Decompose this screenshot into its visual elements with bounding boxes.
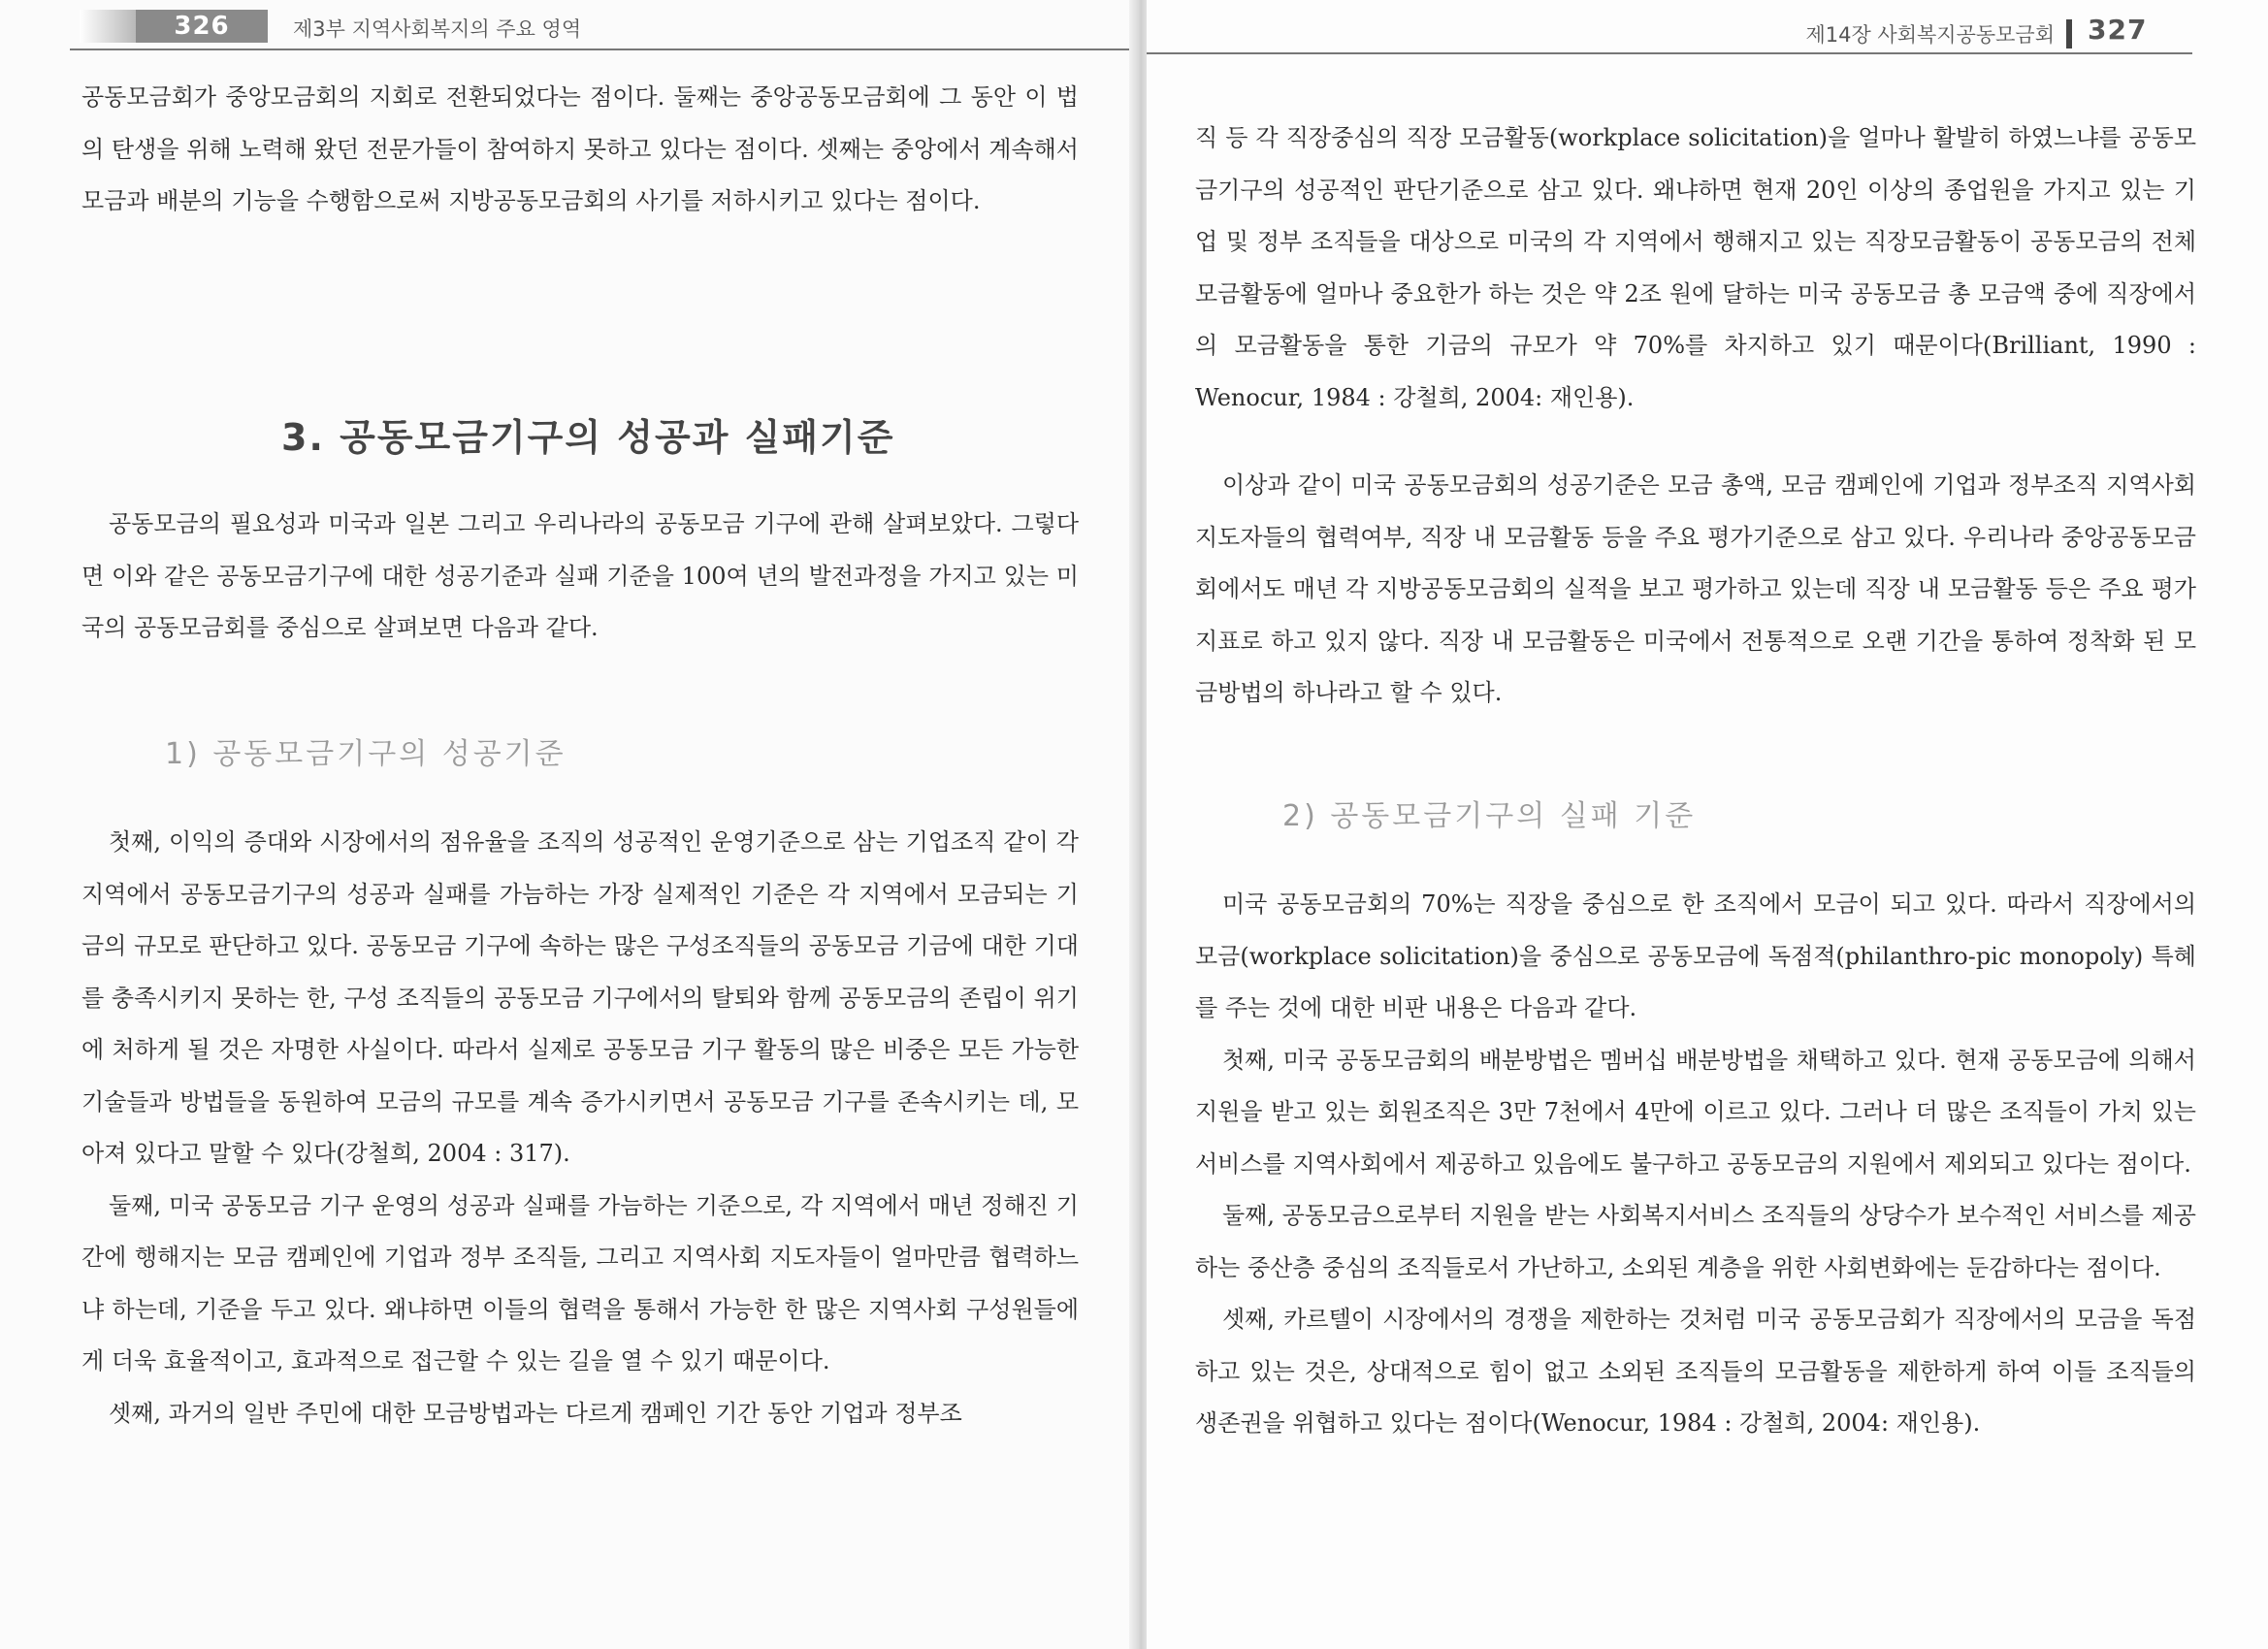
summary-block bbox=[1195, 460, 2196, 720]
header-divider-bar bbox=[2066, 19, 2072, 48]
subsection-heading-failure: 2) 공동모금기구의 실패 기준 bbox=[1282, 799, 1697, 833]
section-intro-paragraph: 공동모금의 필요성과 미국과 일본 그리고 우리나라의 공동모금 기구에 관해 살펴보았다. 그렇다면 이와 같은 공동모금기구에 대한 성공기준과 실패 기준을 100여 년의 발전과정을 가지고 있는 미국의 공동모금회를 중심으로 살펴보면 다음과 같다. bbox=[81, 510, 1079, 641]
failure-first-paragraph: 첫째, 미국 공동모금회의 배분방법은 멤버십 배분방법을 채택하고 있다. 현재 공동모금에 의해서 지원을 받고 있는 회원조직은 3만 7천에서 4만에 이르고 있다. 그러나 더 많은 조직들이 가치 있는 서비스를 지역사회에서 제공하고 있음에도 불구하고 공동모금의 지원에서 제외되고 있다는 점이다. bbox=[1195, 1046, 2196, 1178]
summary-paragraph: 이상과 같이 미국 공동모금회의 성공기준은 모금 총액, 모금 캠페인에 기업과 정부조직 지역사회 지도자들의 협력여부, 직장 내 모금활동 등을 주요 평가기준으로 삼고 있다. 우리나라 중앙공동모금회에서도 매년 각 지방공동모금회의 실적을 보고 평가하고 있는데 직장 내 모금활동 등은 주요 평가지표로 하고 있지 않다. 직장 내 모금활동은 미국에서 전통적으로 오랜 기간을 통하여 정착화 된 모금방법의 하나라고 할 수 있다. bbox=[1195, 471, 2196, 706]
success-third-paragraph: 셋째, 과거의 일반 주민에 대한 모금방법과는 다르게 캠페인 기간 동안 기업과 정부조 bbox=[109, 1399, 962, 1427]
failure-criteria-block bbox=[1195, 879, 2196, 1450]
right-page-number: 327 bbox=[2088, 14, 2148, 46]
failure-second-paragraph: 둘째, 공동모금으로부터 지원을 받는 사회복지서비스 조직들의 상당수가 보수적인 서비스를 제공하는 중산층 중심의 조직들로서 가난하고, 소외된 계층을 위한 사회변화에는 둔감하다는 점이다. bbox=[1195, 1202, 2196, 1281]
page-number-tab-fade bbox=[80, 10, 136, 43]
success-criteria-block bbox=[81, 817, 1079, 1439]
failure-intro-paragraph: 미국 공동모금회의 70%는 직장을 중심으로 한 조직에서 모금이 되고 있다. 따라서 직장에서의 모금(workplace solicitation)을 중심으로 공동모금에 독점적(philanthro-pic monopoly) 특혜를 주는 것에 대한 비판 내용은 다음과 같다. bbox=[1195, 890, 2196, 1021]
success-second-paragraph: 둘째, 미국 공동모금 기구 운영의 성공과 실패를 가늠하는 기준으로, 각 지역에서 매년 정해진 기간에 행해지는 모금 캠페인에 기업과 정부 조직들, 그리고 지역사회 지도자들이 얼마만큼 협력하느냐 하는데, 기준을 두고 있다. 왜냐하면 이들의 협력을 통해서 가능한 한 많은 지역사회 구성원들에게 더욱 효율적이고, 효과적으로 접근할 수 있는 길을 열 수 있기 때문이다. bbox=[81, 1191, 1079, 1374]
right-running-header: 제14장 사회복지공동모금회 bbox=[1805, 23, 2055, 47]
left-page-number: 326 bbox=[136, 10, 268, 43]
subsection-heading-success: 1) 공동모금기구의 성공기준 bbox=[165, 737, 567, 771]
section-heading: 3. 공동모금기구의 성공과 실패기준 bbox=[281, 416, 895, 459]
left-intro-paragraph: 공동모금회가 중앙모금회의 지회로 전환되었다는 점이다. 둘째는 중앙공동모금회에 그 동안 이 법의 탄생을 위해 노력해 왔던 전문가들이 참여하지 못하고 있다는 점이다. 셋째는 중앙에서 계속해서 모금과 배분의 기능을 수행함으로써 지방공동모금회의 사기를 저하시키고 있다는 점이다. bbox=[81, 83, 1079, 214]
left-intro-block bbox=[81, 72, 1079, 228]
right-continuation-block bbox=[1195, 113, 2196, 424]
section-intro-block bbox=[81, 499, 1079, 655]
right-continuation-paragraph: 직 등 각 직장중심의 직장 모금활동(workplace solicitation)을 얼마나 활발히 하였느냐를 공동모금기구의 성공적인 판단기준으로 삼고 있다. 왜냐하면 현재 20인 이상의 종업원을 가지고 있는 기업 및 정부 조직들을 대상으로 미국의 각 지역에서 행해지고 있는 직장모금활동이 공동모금의 전체 모금활동에 얼마나 중요한가 하는 것은 약 2조 원에 달하는 미국 공동모금 총 모금액 중에 직장에서의 모금활동을 통한 기금의 규모가 약 70%를 차지하고 있기 때문이다(Brilliant, 1990 : Wenocur, 1984 : 강철희, 2004: 재인용). bbox=[1195, 124, 2196, 411]
failure-third-paragraph: 셋째, 카르텔이 시장에서의 경쟁을 제한하는 것처럼 미국 공동모금회가 직장에서의 모금을 독점하고 있는 것은, 상대적으로 힘이 없고 소외된 조직들의 모금활동을 제한하게 하여 이들 조직들의 생존권을 위협하고 있다는 점이다(Wenocur, 1984 : 강철희, 2004: 재인용). bbox=[1195, 1306, 2196, 1437]
left-running-header: 제3부 지역사회복지의 주요 영역 bbox=[293, 17, 582, 41]
success-first-paragraph: 첫째, 이익의 증대와 시장에서의 점유율을 조직의 성공적인 운영기준으로 삼는 기업조직 같이 각 지역에서 공동모금기구의 성공과 실패를 가늠하는 가장 실제적인 기준은 각 지역에서 모금되는 기금의 규모로 판단하고 있다. 공동모금 기구에 속하는 많은 구성조직들의 공동모금 기금에 대한 기대를 충족시키지 못하는 한, 구성 조직들의 공동모금 기구에서의 탈퇴와 함께 공동모금의 존립이 위기에 처하게 될 것은 자명한 사실이다. 따라서 실제로 공동모금 기구 활동의 많은 비중은 모든 가능한 기술들과 방법들을 동원하여 모금의 규모를 계속 증가시키면서 공동모금 기구를 존속시키는 데, 모아져 있다고 말할 수 있다(강철희, 2004 : 317). bbox=[81, 828, 1079, 1167]
